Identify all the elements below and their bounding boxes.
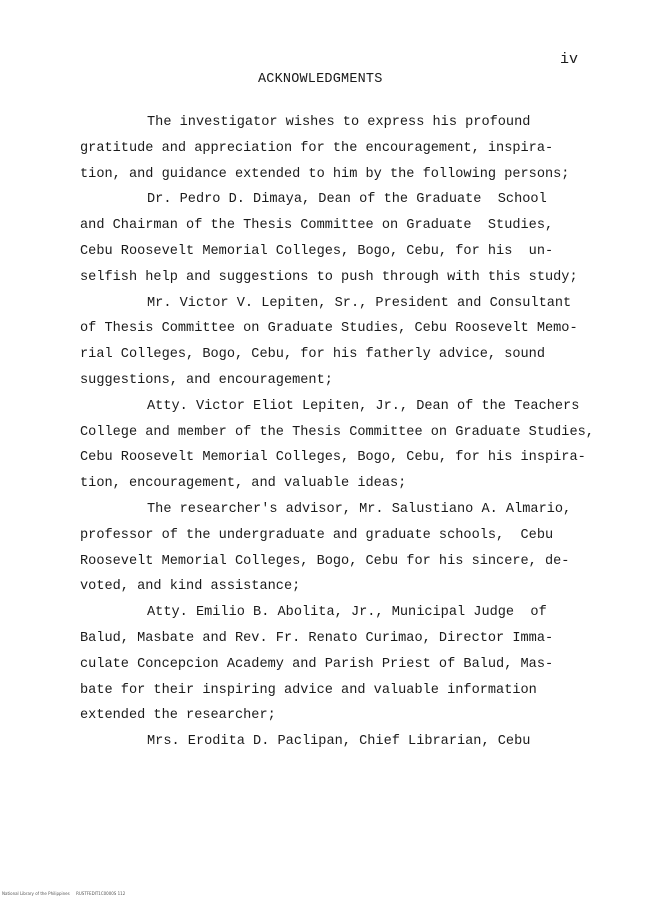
acknowledgments-body xyxy=(80,110,594,755)
text-line: tion, and guidance extended to him by the following persons; xyxy=(80,166,570,182)
text-line: Atty. Victor Eliot Lepiten, Jr., Dean of the Teachers xyxy=(147,398,580,414)
text-line: of Thesis Committee on Graduate Studies, Cebu Roosevelt Memo- xyxy=(80,321,578,337)
text-line: The researcher's advisor, Mr. Salustiano A. Almario, xyxy=(147,501,572,517)
text-line: extended the researcher; xyxy=(80,708,276,724)
text-line: tion, encouragement, and valuable ideas; xyxy=(80,476,407,492)
text-line: bate for their inspiring advice and valuable information xyxy=(80,682,537,698)
text-line: Cebu Roosevelt Memorial Colleges, Bogo, Cebu, for his un- xyxy=(80,243,554,259)
page-title: ACKNOWLEDGMENTS xyxy=(258,72,383,87)
text-line: professor of the undergraduate and graduate schools, Cebu xyxy=(80,527,554,543)
text-line: culate Concepcion Academy and Parish Priest of Balud, Mas- xyxy=(80,656,554,672)
text-line: The investigator wishes to express his profound xyxy=(147,115,531,130)
text-line: rial Colleges, Bogo, Cebu, for his fatherly advice, sound xyxy=(80,347,545,363)
text-line: Cebu Roosevelt Memorial Colleges, Bogo, Cebu, for his inspira- xyxy=(80,450,586,466)
text-line: Mrs. Erodita D. Paclipan, Chief Librarian, Cebu xyxy=(147,734,531,750)
text-line: voted, and kind assistance; xyxy=(80,579,301,595)
text-line: College and member of the Thesis Committee on Graduate Studies, xyxy=(80,424,594,440)
text-line: Dr. Pedro D. Dimaya, Dean of the Graduate School xyxy=(147,192,547,208)
text-line: gratitude and appreciation for the encouragement, inspira- xyxy=(80,140,554,156)
scan-footer: National Library of the Philippines RUSTFEDIT1C0000S 112 xyxy=(2,891,126,896)
text-line: Atty. Emilio B. Abolita, Jr., Municipal Judge of xyxy=(147,605,547,621)
text-line: Balud, Masbate and Rev. Fr. Renato Curimao, Director Imma- xyxy=(80,630,554,646)
page-number: iv xyxy=(559,51,578,68)
text-line: and Chairman of the Thesis Committee on Graduate Studies, xyxy=(80,218,554,234)
text-line: Roosevelt Memorial Colleges, Bogo, Cebu for his sincere, de- xyxy=(80,553,570,569)
text-line: suggestions, and encouragement; xyxy=(80,372,333,388)
text-line: selfish help and suggestions to push through with this study; xyxy=(80,269,578,285)
text-line: Mr. Victor V. Lepiten, Sr., President and Consultant xyxy=(147,295,572,311)
